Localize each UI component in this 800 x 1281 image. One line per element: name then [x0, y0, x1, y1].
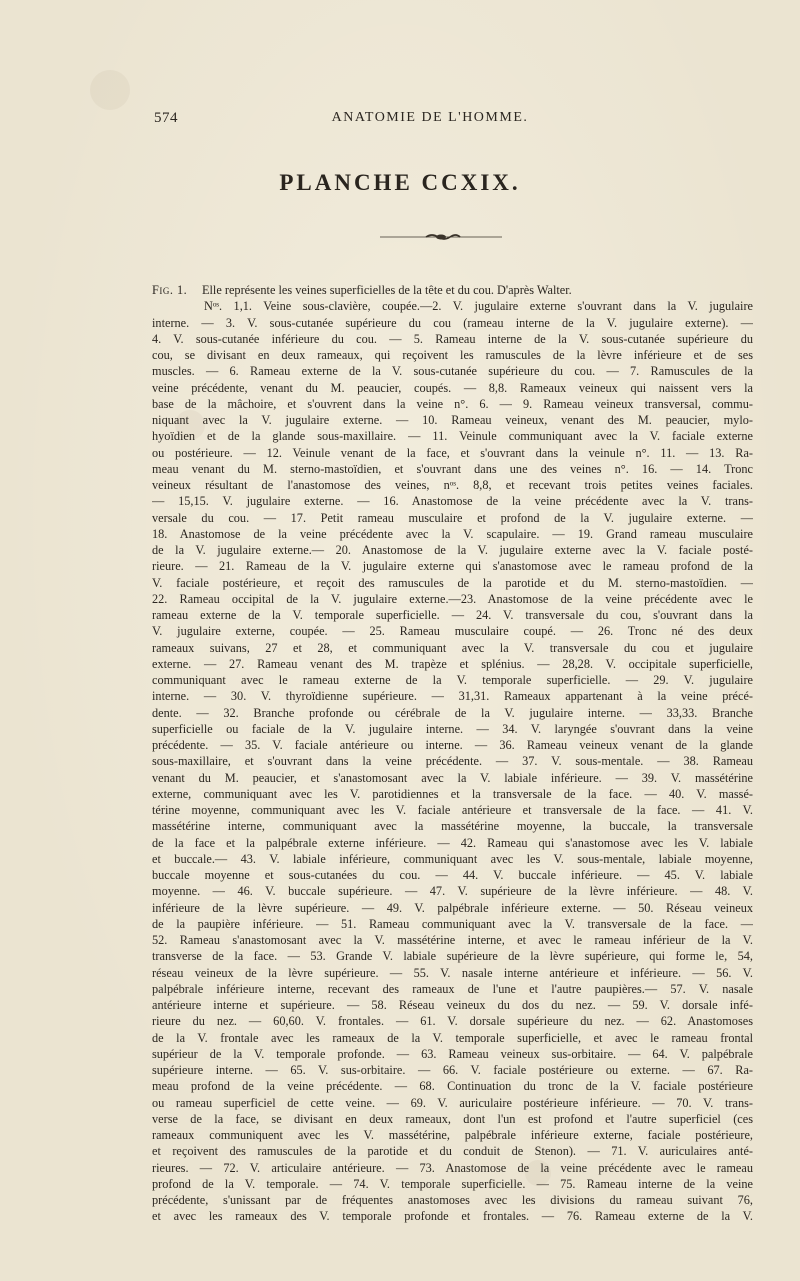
legend-line: inférieure de la lèvre supérieure. — 49. V. palpébrale inférieure externe. — 50. Réseau veineux: [152, 900, 753, 915]
legend-line: 18. Anastomose de la veine précédente avec la V. scapulaire. — 19. Grand rameau musculaire: [152, 526, 753, 541]
legend-line: de la V. jugulaire externe.— 20. Anastomose de la V. jugulaire externe avec la V. faciale posté-: [152, 543, 753, 557]
legend-line: supérieure interne. — 65. V. sus-orbitaire. — 66. V. faciale postérieure ou externe. — 67. Ra-: [152, 1063, 753, 1077]
plate-title: PLANCHE CCXIX.: [279, 170, 521, 195]
legend-line: réseau veineux de la lèvre supérieure. — 55. V. nasale interne antérieure et inférieure. — 56. V.: [152, 965, 753, 980]
legend-lines: [152, 298, 753, 1224]
legend-line: sous-maxillaire, et s'ouvrant dans la veine précédente. — 37. V. sous-mentale. — 38. Rameau: [152, 754, 753, 769]
legend-line: 22. Rameau occipital de la V. jugulaire externe.—23. Anastomose de la veine précédente avec le: [152, 591, 753, 606]
legend-line: rieures. — 72. V. articulaire antérieure. — 73. Anastomose de la veine précédente avec le rameau: [152, 1160, 753, 1175]
legend-line: moyenne. — 46. V. buccale supérieure. — 47. V. supérieure de la lèvre inférieure. — 48. V.: [152, 884, 753, 899]
legend-line: profond de la V. temporale. — 74. V. temporale superficielle. — 75. Rameau interne de la veine: [152, 1176, 753, 1191]
legend-line: térine moyenne, communiquant avec les V. faciale antérieure et transversale de la face. — 41. V.: [152, 803, 753, 817]
legend-line: meau venant du M. sterno-mastoïdien, et s'ouvrant dans une des veines n°. 16. — 14. Tronc: [152, 461, 753, 476]
page-number: 574: [154, 110, 178, 126]
legend-line: meau profond de la veine précédente. — 68. Continuation du tronc de la V. faciale postérieure: [152, 1079, 753, 1094]
legend-line: V. faciale postérieure, et reçoit des ramuscules de la parotide et du M. sterno-mastoïdien. —: [152, 575, 753, 590]
figure-description: [152, 282, 753, 1225]
legend-line: dente. — 32. Branche profonde ou cérébrale de la V. jugulaire interne. — 33,33. Branche: [152, 705, 753, 720]
legend-line: cou, se divisant en deux rameaux, qui reçoivent les ramuscules de la lèvre inférieure et de ses: [152, 348, 753, 362]
legend-line: base de la mâchoire, et s'ouvrent dans la veine n°. 6. — 9. Rameau veineux transversal, commu-: [152, 396, 753, 411]
legend-line: muscles. — 6. Rameau externe de la V. sous-cutanée supérieure du cou. — 7. Ramuscules de la: [152, 364, 753, 379]
legend-line: antérieure interne et supérieure. — 58. Réseau veineux du dos du nez. — 59. V. dorsale infé-: [152, 998, 753, 1012]
legend-line: et reçoivent des ramuscules de la parotide et du conduit de Stenon). — 71. V. auriculaires anté-: [152, 1144, 753, 1159]
legend-line: superficielle ou faciale de la V. jugulaire interne. — 34. V. laryngée s'ouvrant dans la veine: [152, 721, 753, 736]
legend-line: rameaux communiquent avec les V. massétérine, palpébrale inférieure externe, faciale postérieure,: [152, 1128, 753, 1142]
legend-line: massétérine interne, communiquant avec la massétérine moyenne, la buccale, la transversale: [152, 819, 753, 834]
legend-line: précédente, s'unissant par de fréquentes anastomoses avec les divisions du rameau suivant 76,: [152, 1193, 753, 1207]
legend-line: niquant avec la V. jugulaire externe. — 10. Rameau veineux, venant des M. peaucier, mylo-: [152, 413, 753, 427]
legend-line: veineux résultant de l'anastomose des veines, nᵒˢ. 8,8, et recevant trois petites veines faciales.: [152, 478, 753, 492]
legend-line: hyoïdien et de la glande sous-maxillaire. — 11. Veinule communiquant avec la V. faciale externe: [152, 429, 753, 444]
legend-line: de la face et la palpébrale externe inférieure. — 42. Rameau qui s'anastomose avec les V. labiale: [152, 835, 753, 850]
figure-label: Fig. 1.: [152, 283, 188, 297]
ornament-divider: [380, 232, 502, 242]
legend-line: ou postérieure. — 12. Veinule venant de la face, et s'ouvrant dans la veinule n°. 11. — 13. Ra-: [152, 445, 753, 460]
legend-line: interne. — 3. V. sous-cutanée supérieure du cou (rameau interne de la V. jugulaire externe). —: [152, 315, 753, 330]
legend-line: V. jugulaire externe, coupée. — 25. Rameau musculaire coupé. — 26. Tronc né des deux: [152, 624, 753, 639]
legend-line: Nᵒˢ. 1,1. Veine sous-clavière, coupée.—2. V. jugulaire externe s'ouvrant dans la V. jugulaire: [204, 299, 753, 314]
legend-line: rameaux suivans, 27 et 28, et communiquant avec la V. transversale du cou et jugulaire: [152, 640, 753, 655]
legend-line: supérieur de la V. temporale profonde. — 63. Rameau veineux sus-orbitaire. — 64. V. palpébrale: [152, 1046, 753, 1061]
legend-line: précédente. — 35. V. faciale antérieure ou interne. — 36. Rameau veineux venant de la glande: [152, 738, 753, 752]
legend-line: rieure du nez. — 60,60. V. frontales. — 61. V. dorsale supérieure du nez. — 62. Anastomoses: [152, 1014, 753, 1029]
legend-line: versale du cou. — 17. Petit rameau musculaire et profond de la V. jugulaire externe. —: [152, 510, 753, 525]
running-title: ANATOMIE DE L'HOMME.: [331, 110, 529, 125]
legend-line: 4. V. sous-cutanée inférieure du cou. — 5. Rameau interne de la V. sous-cutanée supérieure du: [152, 331, 753, 346]
legend-line: rieure. — 21. Rameau de la V. jugulaire externe qui s'anastomose avec le rameau profond de la: [152, 559, 753, 574]
legend-line: — 15,15. V. jugulaire externe. — 16. Anastomose de la veine précédente avec la V. trans-: [152, 494, 753, 509]
legend-line: palpébrale inférieure interne, recevant des rameaux de l'une et l'autre paupières.— 57. V. nasale: [152, 981, 753, 996]
legend-line: veine précédente, venant du M. peaucier, coupés. — 8,8. Rameaux veineux qui naissent vers la: [152, 380, 753, 395]
legend-line: externe. — 27. Rameau venant des M. trapèze et splénius. — 28,28. V. occipitale superficielle,: [152, 656, 753, 671]
legend-line: transverse de la face. — 53. Grande V. labiale supérieure de la lèvre supérieure, qui forme le, 54,: [152, 949, 753, 964]
page-header: [150, 108, 710, 132]
figure-intro-line: [152, 282, 753, 298]
legend-line: interne. — 30. V. thyroïdienne supérieure. — 31,31. Rameaux appartenant à la veine précé-: [152, 689, 753, 704]
legend-line: verse de la face, se divisant en deux rameaux, dont l'un est profond et l'autre superficiel (ces: [152, 1111, 753, 1126]
legend-line: et avec les rameaux des V. temporale profonde et frontales. — 76. Rameau externe de la V.: [152, 1209, 753, 1224]
legend-line: communiquant avec le rameau externe de la V. temporale superficielle. — 29. V. jugulaire: [152, 673, 753, 687]
legend-line: venant du M. peaucier, et s'anastomosant avec la V. labiale inférieure. — 39. V. massétérine: [152, 770, 753, 785]
legend-line: de la V. frontale avec les rameaux de la V. temporale superficielle, et avec le rameau frontal: [152, 1030, 753, 1045]
legend-line: buccale moyenne et sous-cutanées du cou. — 44. V. buccale inférieure. — 45. V. labiale: [152, 868, 753, 882]
legend-line: de la paupière inférieure. — 51. Rameau communiquant avec la V. transversale de la face. —: [152, 916, 753, 931]
legend-line: et buccale.— 43. V. labiale inférieure, communiquant avec les V. sous-mentale, labiale moyenne,: [152, 851, 753, 866]
legend-line: 52. Rameau s'anastomosant avec la V. massétérine interne, et avec le rameau inférieur de la V.: [152, 933, 753, 947]
figure-intro: Elle représente les veines superficielles de la tête et du cou. D'après Walter.: [202, 283, 572, 297]
legend-line: externe, communiquant avec les V. parotidiennes et la transversale de la face. — 40. V. massé-: [152, 786, 753, 801]
paper-stain: [90, 70, 130, 110]
legend-line: ou rameau superficiel de cette veine. — 69. V. auriculaire postérieure inférieure. — 70. V. trans-: [152, 1095, 753, 1110]
legend-line: rameau externe de la V. temporale superficielle. — 24. V. transversale du cou, s'ouvrant dans la: [152, 608, 753, 622]
